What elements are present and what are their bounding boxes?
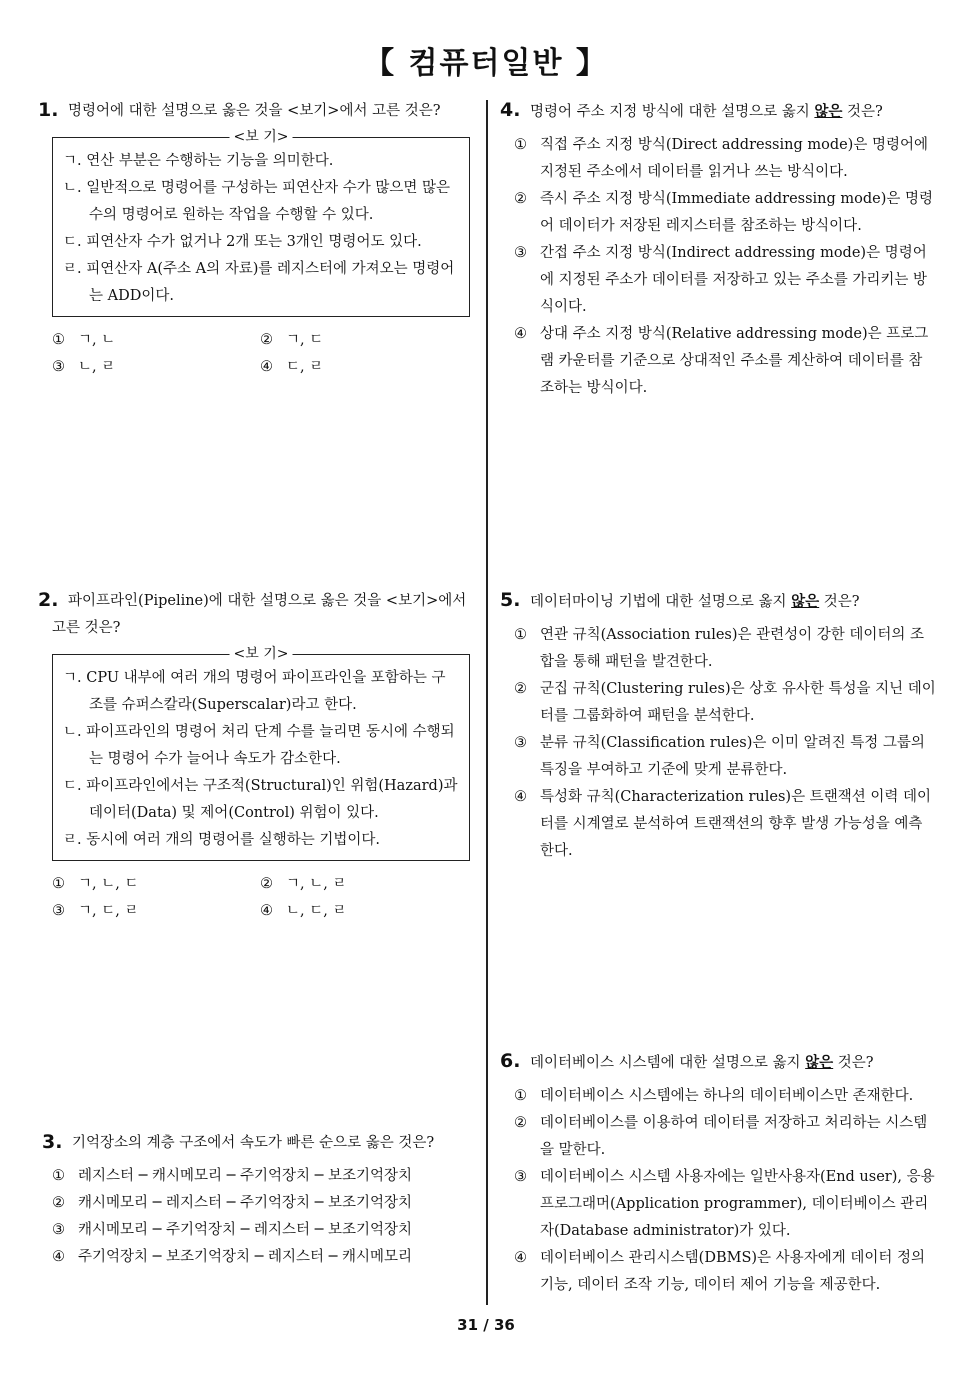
option-text: ㄴ, ㄹ <box>78 359 116 375</box>
option-text: 캐시메모리 ─ 주기억장치 ─ 레지스터 ─ 보조기억장치 <box>78 1222 412 1238</box>
option-text: 데이터베이스 관리시스템(DBMS)은 사용자에게 데이터 정의 기능, 데이터 조작 기능, 데이터 제어 기능을 제공한다. <box>540 1250 925 1293</box>
answer-options <box>514 622 936 865</box>
option-4[interactable] <box>514 321 936 402</box>
answer-options <box>52 327 470 381</box>
option-marker: ④ <box>260 359 273 375</box>
box-label: <보 기> <box>230 128 293 146</box>
question-5 <box>500 588 936 865</box>
option-text: ㄱ, ㄷ <box>286 332 324 348</box>
option-marker: ① <box>52 1168 65 1184</box>
column-divider <box>486 100 488 1305</box>
option-text: ㄱ, ㄷ, ㄹ <box>78 903 139 919</box>
option-marker: ④ <box>52 1249 65 1265</box>
answer-options <box>52 1163 474 1271</box>
box-item: ㄱ. 연산 부분은 수행하는 기능을 의미한다. <box>63 153 334 169</box>
box-item: ㄱ. CPU 내부에 여러 개의 명령어 파이프라인을 포함하는 구조를 슈퍼스칼라(Superscalar)라고 한다. <box>63 670 446 713</box>
box-item: ㄷ. 파이프라인에서는 구조적(Structural)인 위험(Hazard)과 데이터(Data) 및 제어(Control) 위험이 있다. <box>63 778 458 821</box>
option-marker: ① <box>52 332 65 348</box>
example-box <box>52 646 470 861</box>
question-number: 2. <box>38 589 59 611</box>
option-2[interactable] <box>52 1190 474 1217</box>
question-number: 4. <box>500 99 521 121</box>
option-marker: ③ <box>52 903 65 919</box>
stem-text-end: 것은? <box>842 104 883 120</box>
box-item: ㄴ. 일반적으로 명령어를 구성하는 피연산자 수가 많으면 많은 수의 명령어로 원하는 작업을 수행할 수 있다. <box>63 180 451 223</box>
stem-text: 명령어 주소 지정 방식에 대한 설명으로 옳지 <box>530 104 815 120</box>
option-3[interactable] <box>52 354 260 381</box>
option-3[interactable] <box>514 1164 936 1245</box>
option-4[interactable] <box>52 1244 474 1271</box>
box-item: ㄹ. 피연산자 A(주소 A의 자료)를 레지스터에 가져오는 명령어는 ADD이다. <box>63 261 455 304</box>
option-4[interactable] <box>514 1245 936 1299</box>
option-4[interactable] <box>514 784 936 865</box>
question-2-stem <box>38 588 470 615</box>
box-item: ㄴ. 파이프라인의 명령어 처리 단계 수를 늘리면 동시에 수행되는 명령어 수가 늘어나 속도가 감소한다. <box>63 724 455 767</box>
option-1[interactable] <box>514 622 936 676</box>
question-2 <box>38 588 470 925</box>
question-number: 6. <box>500 1050 521 1072</box>
option-marker: ① <box>514 627 527 643</box>
option-marker: ④ <box>514 789 527 805</box>
option-text: 군집 규칙(Clustering rules)은 상호 유사한 특성을 지닌 데이터를 그룹화하여 패턴을 분석한다. <box>540 681 936 724</box>
option-marker: ③ <box>514 735 527 751</box>
option-3[interactable] <box>514 730 936 784</box>
option-text: ㄱ, ㄴ <box>78 332 116 348</box>
option-marker: ③ <box>52 1222 65 1238</box>
box-item: ㄹ. 동시에 여러 개의 명령어를 실행하는 기법이다. <box>63 832 381 848</box>
question-5-stem <box>500 588 936 616</box>
option-2[interactable] <box>260 327 470 354</box>
option-marker: ② <box>514 191 527 207</box>
option-text: 캐시메모리 ─ 레지스터 ─ 주기억장치 ─ 보조기억장치 <box>78 1195 412 1211</box>
option-4[interactable] <box>260 898 470 925</box>
option-text: 분류 규칙(Classification rules)은 이미 알려진 특정 그룹의 특징을 부여하고 기준에 맞게 분류한다. <box>540 735 925 778</box>
answer-options <box>514 1083 936 1299</box>
question-1 <box>38 98 470 381</box>
option-marker: ④ <box>514 1250 527 1266</box>
option-marker: ③ <box>52 359 65 375</box>
question-3 <box>42 1130 474 1271</box>
answer-options <box>52 871 470 925</box>
option-marker: ④ <box>514 326 527 342</box>
question-4-stem <box>500 98 936 126</box>
answer-options <box>514 132 936 402</box>
option-3[interactable] <box>52 1217 474 1244</box>
option-3[interactable] <box>52 898 260 925</box>
option-marker: ① <box>514 1088 527 1104</box>
option-text: 데이터베이스 시스템에는 하나의 데이터베이스만 존재한다. <box>540 1088 914 1104</box>
option-2[interactable] <box>514 676 936 730</box>
stem-emphasis: 않은 <box>805 1054 834 1071</box>
stem-text: 기억장소의 계층 구조에서 속도가 빠른 순으로 옳은 것은? <box>72 1135 435 1151</box>
stem-text: 데이터베이스 시스템에 대한 설명으로 옳지 <box>530 1055 806 1071</box>
option-marker: ② <box>52 1195 65 1211</box>
stem-text-end: 것은? <box>819 594 860 610</box>
option-text: 즉시 주소 지정 방식(Immediate addressing mode)은 명령어 데이터가 저장된 레지스터를 참조하는 방식이다. <box>540 191 934 234</box>
option-1[interactable] <box>514 1083 936 1110</box>
stem-emphasis: 않은 <box>814 103 843 120</box>
question-1-stem <box>38 98 470 125</box>
question-6-stem <box>500 1049 936 1077</box>
option-1[interactable] <box>52 327 260 354</box>
option-marker: ③ <box>514 1169 527 1185</box>
page-title: 【 컴퓨터일반 】 <box>364 46 608 81</box>
option-text: ㄱ, ㄴ, ㄷ <box>78 876 139 892</box>
question-4 <box>500 98 936 402</box>
question-6 <box>500 1049 936 1299</box>
stem-text: 데이터마이닝 기법에 대한 설명으로 옳지 <box>530 594 792 610</box>
box-label: <보 기> <box>230 645 293 663</box>
option-text: ㄱ, ㄴ, ㄹ <box>286 876 347 892</box>
question-number: 5. <box>500 589 521 611</box>
option-marker: ③ <box>514 245 527 261</box>
question-number: 1. <box>38 99 59 121</box>
option-2[interactable] <box>514 1110 936 1164</box>
option-2[interactable] <box>514 186 936 240</box>
option-marker: ① <box>52 876 65 892</box>
option-text: 직접 주소 지정 방식(Direct addressing mode)은 명령어에 지정된 주소에서 데이터를 읽거나 쓰는 방식이다. <box>540 137 928 180</box>
option-text: 특성화 규칙(Characterization rules)은 트랜잭션 이력 데이터를 시계열로 분석하여 트랜잭션의 향후 발생 가능성을 예측한다. <box>540 789 931 859</box>
stem-text: 파이프라인(Pipeline)에 대한 설명으로 옳은 것을 <보기>에서 <box>68 593 467 609</box>
option-text: ㄷ, ㄹ <box>286 359 324 375</box>
option-text: 레지스터 ─ 캐시메모리 ─ 주기억장치 ─ 보조기억장치 <box>78 1168 412 1184</box>
option-text: 데이터베이스를 이용하여 데이터를 저장하고 처리하는 시스템을 말한다. <box>540 1115 928 1158</box>
option-text: 간접 주소 지정 방식(Indirect addressing mode)은 명령어에 지정된 주소가 데이터를 저장하고 있는 주소를 가리키는 방식이다. <box>540 245 928 315</box>
question-number: 3. <box>42 1131 63 1153</box>
stem-text: 명령어에 대한 설명으로 옳은 것을 <보기>에서 고른 것은? <box>68 103 441 119</box>
option-text: 주기억장치 ─ 보조기억장치 ─ 레지스터 ─ 캐시메모리 <box>78 1249 412 1265</box>
option-marker: ④ <box>260 903 273 919</box>
option-1[interactable] <box>52 871 260 898</box>
option-marker: ② <box>260 332 273 348</box>
option-text: 데이터베이스 시스템 사용자에는 일반사용자(End user), 응용 프로그래머(Application programmer), 데이터베이스 관리자(Database administrator)가 있다. <box>540 1169 935 1239</box>
option-2[interactable] <box>260 871 470 898</box>
stem-text-line2: 고른 것은? <box>52 620 121 636</box>
stem-emphasis: 않은 <box>791 593 820 610</box>
stem-text-end: 것은? <box>833 1055 874 1071</box>
option-1[interactable] <box>52 1163 474 1190</box>
box-item: ㄷ. 피연산자 수가 없거나 2개 또는 3개인 명령어도 있다. <box>63 234 422 250</box>
option-text: 상대 주소 지정 방식(Relative addressing mode)은 프로그램 카운터를 기준으로 상대적인 주소를 계산하여 데이터를 참조하는 방식이다. <box>540 326 929 396</box>
option-marker: ② <box>514 681 527 697</box>
option-1[interactable] <box>514 132 936 186</box>
page-number: 31 / 36 <box>457 1316 515 1334</box>
option-text: ㄴ, ㄷ, ㄹ <box>286 903 347 919</box>
option-marker: ① <box>514 137 527 153</box>
question-3-stem <box>42 1130 474 1157</box>
option-marker: ② <box>514 1115 527 1131</box>
example-box <box>52 129 470 317</box>
option-3[interactable] <box>514 240 936 321</box>
option-4[interactable] <box>260 354 470 381</box>
option-marker: ② <box>260 876 273 892</box>
option-text: 연관 규칙(Association rules)은 관련성이 강한 데이터의 조합을 통해 패턴을 발견한다. <box>540 627 925 670</box>
